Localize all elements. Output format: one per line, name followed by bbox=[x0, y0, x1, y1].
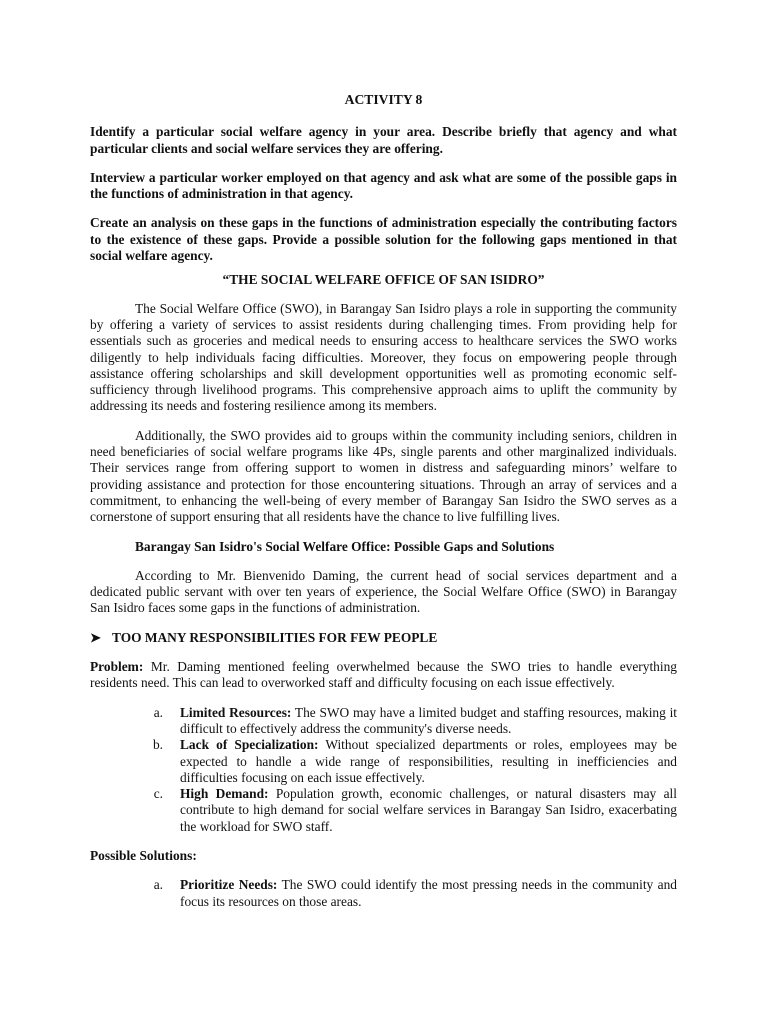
list-item-text: The SWO could identify the most pressing needs in the community and focus its resources on those areas. bbox=[180, 877, 678, 909]
solutions-heading: Possible Solutions: bbox=[90, 847, 197, 863]
list-marker: b. bbox=[152, 737, 163, 753]
body-paragraph-2: Additionally, the SWO provides aid to groups within the community including seniors, children in need beneficiaries of social welfare programs like 4Ps, single parents and other marginalized individuals. Their services range from offering support to women in distress and safeguarding minors’ welfare to providing assistance and protection for those encountering situations. Through an array of services and a commitment, to enhancing the well-being of every member of Barangay San Isidro the SWO serves as a cornerstone of support ensuring that all residents have the chance to live fulfilling lives. bbox=[90, 427, 677, 525]
arrow-right-icon: ➤ bbox=[90, 629, 101, 645]
list-item-text: Without specialized departments or roles, employees may be expected to handle a wide range of responsibilities, resulting in inefficiencies and difficulties focusing on each issue effectively. bbox=[180, 737, 677, 785]
list-marker: a. bbox=[153, 877, 163, 893]
list-item-content bbox=[180, 786, 677, 835]
list-item bbox=[90, 737, 677, 786]
problem-text: Mr. Daming mentioned feeling overwhelmed because the SWO tries to handle everything residents need. This can lead to overworked staff and difficulty focusing on each issue effectively. bbox=[90, 659, 677, 691]
instruction-1: Identify a particular social welfare agency in your area. Describe briefly that agency and what particular clients and social welfare services they are offering. bbox=[90, 124, 677, 156]
list-item-text: The SWO may have a limited budget and staffing resources, making it difficult to effectively address the community's diverse needs. bbox=[180, 704, 678, 736]
list-item-label: High Demand: bbox=[180, 786, 269, 802]
list-item-label: Prioritize Needs: bbox=[180, 877, 278, 893]
list-item-content bbox=[180, 737, 677, 786]
problem-paragraph bbox=[90, 659, 677, 692]
solutions-list bbox=[90, 877, 677, 910]
instruction-3: Create an analysis on these gaps in the functions of administration especially the contributing factors to the existence of these gaps. Provide a possible solution for the following gaps mentioned in that social welfare agency. bbox=[90, 215, 677, 264]
gaps-heading: Barangay San Isidro's Social Welfare Office: Possible Gaps and Solutions bbox=[135, 538, 555, 554]
list-item bbox=[90, 786, 677, 835]
list-item-content bbox=[180, 877, 677, 910]
document-page bbox=[90, 92, 677, 923]
list-item-content bbox=[180, 705, 677, 738]
list-item bbox=[90, 877, 677, 910]
activity-title: ACTIVITY 8 bbox=[344, 92, 423, 107]
list-item-text: Population growth, economic challenges, or natural disasters may all contribute to high demand for social welfare services in Barangay San Isidro, exacerbating the workload for SWO staff. bbox=[180, 786, 677, 834]
list-marker: c. bbox=[153, 786, 163, 802]
bullet-heading bbox=[90, 630, 677, 646]
list-item-label: Lack of Specialization: bbox=[180, 737, 319, 753]
list-item bbox=[90, 705, 677, 738]
bullet-heading-text: TOO MANY RESPONSIBILITIES FOR FEW PEOPLE bbox=[112, 629, 438, 645]
body-paragraph-1: The Social Welfare Office (SWO), in Barangay San Isidro plays a role in supporting the community by offering a variety of services to assist residents during challenging times. From providing help for essentials such as groceries and medical needs to ensuring access to healthcare services the SWO works diligently to help individuals facing difficulties. Moreover, they focus on empowering people through assistance offering scholarships and skill development opportunities well as promoting economic self-sufficiency through livelihood programs. This comprehensive approach aims to uplift the community by addressing its needs and fostering resilience among its members. bbox=[90, 300, 677, 414]
interview-paragraph: According to Mr. Bienvenido Daming, the current head of social services department and a dedicated public servant with over ten years of experience, the Social Welfare Office (SWO) in Barangay San Isidro faces some gaps in the functions of administration. bbox=[90, 567, 677, 616]
list-marker: a. bbox=[153, 704, 163, 720]
causes-list bbox=[90, 705, 677, 835]
instruction-2: Interview a particular worker employed on that agency and ask what are some of the possible gaps in the functions of administration in that agency. bbox=[90, 169, 677, 202]
list-item-label: Limited Resources: bbox=[180, 704, 292, 720]
agency-title: “THE SOCIAL WELFARE OFFICE OF SAN ISIDRO” bbox=[222, 272, 545, 288]
problem-label: Problem: bbox=[90, 659, 144, 675]
